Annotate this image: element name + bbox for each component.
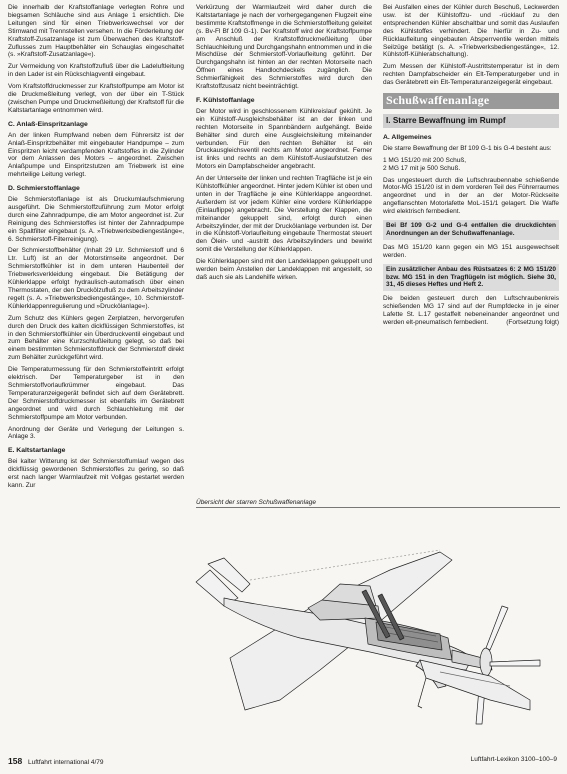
paragraph bbox=[383, 295, 559, 327]
paragraph: An der linken Rumpfwand neben dem Führersitz ist der Anlaß-Einspritzbehälter mit eingebauter Handpumpe – zum Einspritzen leicht verdampfenden Kraftstoffes in die Zylinder vor dem Anlassen des Motors – angeordnet. Zwischen Anlaßpumpe und Einspritzstutzen am Triebwerk ist eine mehrteilige Leitung verlegt. bbox=[8, 131, 184, 179]
caption-divider bbox=[196, 507, 560, 508]
note-box: Ein zusätzlicher Anbau des Rüstsatzes 6: 2 MG 151/20 bzw. MG 151 in den Tragflügeln ist möglich. Siehe 30, 31, 45 dieses Heftes und Heft 2. bbox=[383, 264, 559, 292]
paragraph: Das MG 151/20 kann gegen ein MG 151 ausgewechselt werden. bbox=[383, 243, 559, 259]
paragraph: Vom Kraftstoffdruckmesser zur Kraftstoffpumpe am Motor ist die Druckmeßleitung verlegt, von der über ein T-Stück (zwischen Pumpe und Druckmeßleitung) der Kraftstoff für die Kaltstartanlage entnommen wird. bbox=[8, 83, 184, 114]
paragraph: Das ungesteuert durch die Luftschraubennabe schießende Motor-MG 151/20 ist in dem vorderen Teil des Führerraumes angeordnet und in der an der Motor-Rückseite angeflanschten Motorlafette MoL-151/1 gelagert. Die Waffe wird elektrisch fernbedient. bbox=[383, 176, 559, 216]
column-right bbox=[383, 4, 559, 331]
paragraph: Die Kühlerklappen sind mit den Landeklappen gekuppelt und werden beim Anstellen der Landeklappen mit angestellt, so daß auch sie als Landehilfe wirken. bbox=[196, 258, 372, 281]
column-left bbox=[8, 4, 184, 494]
list-item: 1 MG 151/20 mit 200 Schuß, bbox=[383, 156, 467, 164]
column-middle bbox=[196, 4, 372, 286]
paragraph: Anordnung der Geräte und Verlegung der Leitungen s. Anlage 3. bbox=[8, 425, 184, 441]
heading-e: E. Kaltstartanlage bbox=[8, 447, 66, 455]
subsection-title: I. Starre Bewaffnung im Rumpf bbox=[383, 114, 559, 128]
paragraph: An der Unterseite der linken und rechten Tragfläche ist je ein Kühlstoffkühler angeordnet. Hinter jedem Kühler ist oben und unten in der Tragfläche je eine Kühlerklappe angeordnet. Außerdem ist vor jedem Kühler eine vordere Kühlerklappe (Einlauflippe) angebracht. Die Verstellung der Klappen, die miteinander gekuppelt sind, erfolgt durch einen Arbeitszylinder, der mit der Druckölanlage verbunden ist. Der in die Kühlstoff-Vorlaufleitung eingebaute Thermostat steuert den Ölein- und -austritt des Arbeitszylinders und bewirkt somit die Verstellung der Kühlerklappen. bbox=[196, 175, 372, 254]
paragraph: Die Temperaturmessung für den Schmierstoffeintritt erfolgt elektrisch. Der Temperaturgeber ist in den Schmierstoffvorlaufkrümmer eingebaut. Das Temperaturanzeigegerät befindet sich auf dem Gerätebrett. Der Schmierstoffdruckmesser ist ebenfalls im Gerätebrett angeordnet und wird durch Schlauchleitung mit der Schmierstoffpumpe am Motor verbunden. bbox=[8, 366, 184, 421]
figure-caption: Übersicht der starren Schußwaffenanlage bbox=[196, 499, 316, 506]
footer-left bbox=[8, 756, 104, 766]
paragraph: Zum Schutz des Kühlers gegen Zerplatzen, hervorgerufen durch den Druck des kalten dickflüssigen Schmierstoffes, ist in den Schmierstoffkühler ein Überdruckventil eingebaut und zum Behälter eine Kurzschlußleitung gelegt, so daß bei einem bestimmten Schmierstoffdruck der Schmierstoff direkt zum Behälter zurückgeführt wird. bbox=[8, 314, 184, 362]
paragraph: Der Motor wird in geschlossenem Kühlkreislauf gekühlt. Je ein Kühlstoff-Ausgleichsbehälter ist an der linken und rechten Motorseite in Spannbändern aufgehängt. Beide Behälter sind durch eine Ausgleichsleitung miteinander verbunden. Für den rechten Behälter ist ein Druckausgleichsventil rechts am Motor angeordnet. Ferner ist links und rechts an dem Kühlstoff-Auslaufstutzen des Motors ein Dampfabscheider angebracht. bbox=[196, 107, 372, 171]
heading-c: C. Anlaß-Einspritzanlage bbox=[8, 120, 88, 128]
note-box: Bei Bf 109 G-2 und G-4 entfallen die druckdichten Anordnungen an der Schußwaffenanlage. bbox=[383, 220, 559, 240]
paragraph: Zum Messen der Kühlstoff-Austrittstemperatur ist in dem rechten Dampfabscheider ein Elt-Temperaturgeber und in das Gerätebrett ein Elt-Temperaturanzeigegerät eingebaut. bbox=[383, 63, 559, 87]
paragraph: Verkürzung der Warmlaufzeit wird daher durch die Kaltstartanlage je nach der vorhergegangenen Flugzeit eine bestimmte Kraftstoffmenge in die Schmierstoffleitung geleitet (s. Bv-Fl Bf 109 G-1). Der Kraftstoff wird der Kraftstoffpumpe am Anschluß der Kraftstoffdruckmeßleitung über Schlauchleitung und Durchgangshahn entnommen und in die Mischdüse der Schmierstoff-Vorlaufleitung geführt. Der Durchgangshahn ist hinten an der rechten Motorseite nach Öffnen eines Handlochdeckels zugänglich. Die Schmierfähigkeit des Schmierstoffes wird durch den Kraftstoffzusatz nicht beeinträchtigt. bbox=[196, 4, 372, 91]
footer-reference: Luftfahrt-Lexikon 3100–100–9 bbox=[470, 756, 557, 763]
paragraph: Die Schmierstoffanlage ist als Druckumlaufschmierung ausgeführt. Die Schmierstoffzuführung zum Motor erfolgt durch eine Zahnradpumpe, die am Motor angeordnet ist. Zur Reinigung des Schmierstoffes ist hinter der Zahnradpumpe ein Spaltfilter eingebaut (s. A. »Triebwerksbediengestänge«, 6. Schmierstoff-Filterreinigung). bbox=[8, 196, 184, 243]
heading-f: F. Kühlstoffanlage bbox=[196, 96, 255, 104]
magazine-name: Luftfahrt international 4/79 bbox=[28, 759, 104, 766]
paragraph: Die innerhalb der Kraftstoffanlage verlegten Rohre und biegsamen Schläuche sind aus Anlage 1 ersichtlich. Die Leitungen sind für einen Triebwerkswechsel vor der Stirnwand mit Trennstellen versehen. In die Förderleitung der Kraftstoff-Zusatzanlage ist zum Überwachen des Kraftstoff-Zuflusses zum Hauptbehälter ein Schauglas eingeschaltet (s. »Kraftstoff-Zusatzanlage«). bbox=[8, 4, 184, 59]
paragraph: Der Schmierstoffbehälter (Inhalt 29 Ltr. Schmierstoff und 6 Ltr. Luft) ist an der Motorstirnseite angeordnet. Der Schmierstoffkühler ist in dem unteren Haubenteil der Triebwerksverkleidung eingebaut. Die Betätigung der Kühlerklappe erfolgt hydraulisch-automatisch über einen Thermostaten, der den Druckölzufluß zu dem Arbeitszylinder regelt (s. A. »Triebwerksbediengestänge«, 10. Schmierstoff-Kühlerklappenregulierung und »Druckölanlage«). bbox=[8, 247, 184, 310]
section-title: Schußwaffenanlage bbox=[383, 93, 559, 109]
aircraft-cutaway-illustration bbox=[190, 510, 562, 746]
heading-d: D. Schmierstoffanlage bbox=[8, 185, 80, 193]
paragraph-text: Die beiden gesteuert durch den Luftschraubenkreis schießenden MG 17 sind auf der Rumpfdecke in je einer Lafette St. L.17 gestaffelt nebeneinander angeordnet und werden elt-pneumatisch fernbedient. bbox=[383, 295, 559, 327]
continuation-note: (Fortsetzung folgt) bbox=[506, 319, 559, 327]
paragraph: Zur Vermeidung von Kraftstoffzufluß über die Ladeluftleitung in den Lader ist ein Rückschlagventil eingebaut. bbox=[8, 63, 184, 79]
paragraph: Bei kalter Witterung ist der Schmierstoffumlauf wegen des dickflüssig gewordenen Schmierstoffes zu gering, so daß erst nach langer Warmlaufzeit mit Vollgas gestartet werden kann. Zur bbox=[8, 458, 184, 489]
paragraph: Die starre Bewaffnung der Bf 109 G-1 bis G-4 besteht aus: bbox=[383, 144, 552, 152]
list-item: 2 MG 17 mit je 500 Schuß. bbox=[383, 164, 461, 172]
paragraph: Bei Ausfallen eines der Kühler durch Beschuß, Leckwerden usw. ist der Kühlstoffzu- und -rücklauf zu den entsprechenden Kühler abschaltbar und somit das Auslaufen des Kühlstoffes verhindert. Die hierfür in Zu- und Rücklaufleitung eingebauten Absperrventile werden mittels Seilzüge betätigt (s. A. »Triebwerksbediengestänge«, 12. Kühlstoff-Kühlerabschaltung). bbox=[383, 4, 559, 59]
page-number: 158 bbox=[8, 756, 23, 766]
heading-a: A. Allgemeines bbox=[383, 133, 432, 141]
